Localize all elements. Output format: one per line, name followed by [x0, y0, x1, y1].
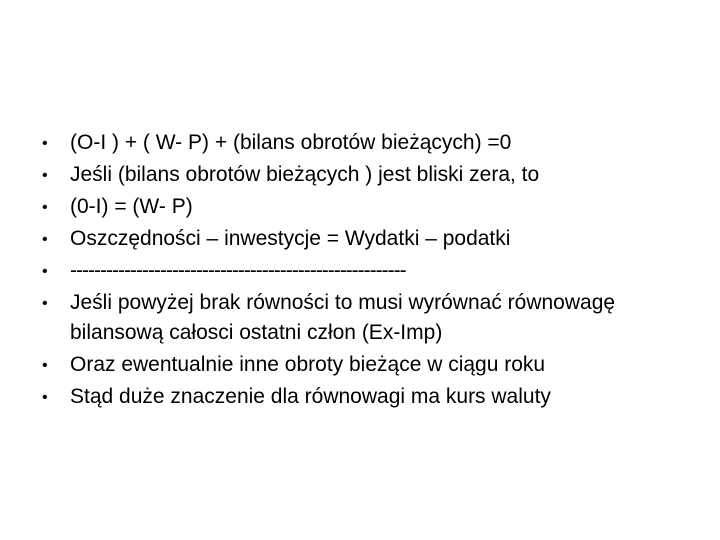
bullet-text: Oraz ewentualnie inne obroty bieżące w ciągu roku	[70, 353, 546, 376]
bullet-item-8	[42, 382, 702, 412]
bullet-marker: •	[42, 263, 48, 280]
separator-dashes: --------------------------------------------------------	[70, 259, 406, 282]
bullet-text: (0-I) = (W- P)	[70, 195, 193, 218]
bullet-marker: •	[42, 231, 48, 248]
bullet-text: Oszczędności – inwestycje = Wydatki – podatki	[70, 227, 511, 250]
bullet-item-5	[42, 256, 702, 286]
bullet-text: Jeśli (bilans obrotów bieżących ) jest bliski zera, to	[70, 163, 540, 186]
bullet-marker: •	[42, 167, 48, 184]
bullet-text: (O-I ) + ( W- P) + (bilans obrotów bieżących) =0	[70, 131, 512, 154]
bullet-item-6	[42, 288, 702, 348]
bullet-list	[42, 128, 702, 414]
bullet-marker: •	[42, 135, 48, 152]
bullet-marker: •	[42, 357, 48, 374]
bullet-item-3	[42, 192, 702, 222]
bullet-item-7	[42, 350, 702, 380]
bullet-marker: •	[42, 295, 48, 312]
bullet-item-1	[42, 128, 702, 158]
bullet-item-4	[42, 224, 702, 254]
bullet-item-2	[42, 160, 702, 190]
bullet-text: Jeśli powyżej brak równości to musi wyrównać równowagę bilansową całosci ostatni człon (Ex-Imp)	[70, 291, 616, 344]
bullet-marker: •	[42, 199, 48, 216]
bullet-text: Stąd duże znaczenie dla równowagi ma kurs waluty	[70, 385, 551, 408]
bullet-marker: •	[42, 389, 48, 406]
